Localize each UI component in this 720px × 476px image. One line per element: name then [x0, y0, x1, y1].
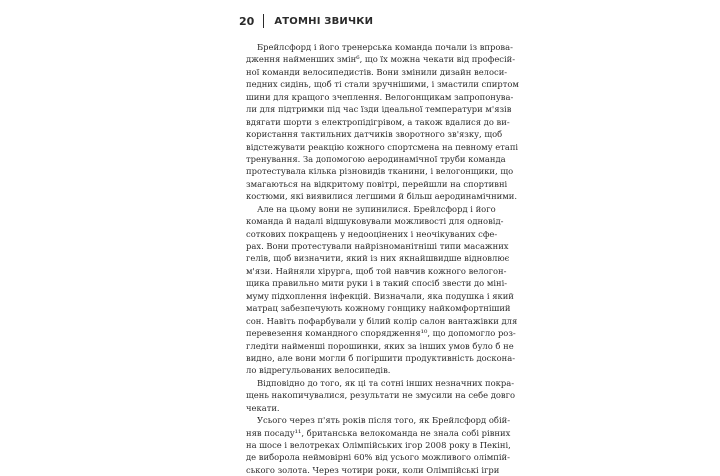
text-line: ло відрегульованих велосипедів.: [246, 365, 391, 376]
text-line: видно, але вони могли б погіршити продуктивність доскона-: [246, 352, 516, 363]
text-line: няв посаду¹¹, британська велокоманда не знала собі рівних: [246, 427, 511, 438]
text-line: чекати.: [246, 402, 280, 413]
page-number: 20: [239, 14, 255, 28]
text-line: користання тактильних датчиків зворотного зв'язку, щоб: [246, 129, 503, 140]
text-line: щика правильно мити руки і в такий спосіб звести до міні-: [246, 278, 508, 289]
text-line: педних сидінь, щоб ті стали зручнішими, і змастили спиртом: [246, 79, 519, 90]
body-text: [246, 41, 519, 476]
text-line: Але на цьому вони не зупинилися. Брейлсфорд і його: [257, 203, 496, 214]
text-line: де виборола неймовірні 60% від усього можливого олімпій-: [246, 452, 510, 463]
text-line: тренування. За допомогою аеродинамічної труби команда: [246, 153, 506, 164]
text-line: вдягати шорти з електропідігрівом, а також вдалися до ви-: [246, 116, 510, 127]
text-line: відстежувати реакцію кожного спортсмена на певному етапі: [246, 141, 519, 152]
text-line: на шосе і велотреках Олімпійських ігор 2008 року в Пекіні,: [246, 440, 511, 450]
page-header: [239, 12, 373, 30]
text-line: костюми, які виявилися легшими й більш аеродинамічними.: [246, 191, 517, 202]
text-line: перевезення командного спорядження¹⁰, що допомогло роз-: [246, 328, 516, 339]
text-line: шини для кращого зчеплення. Велогонщикам запропонува-: [246, 91, 514, 102]
text-line: ної команди велосипедистів. Вони змінили дизайн велоси-: [246, 66, 508, 77]
text-line: щень накопичувалися, результати не змусили на себе довго: [246, 390, 516, 401]
text-line: Усього через п'ять років після того, як Брейлсфорд обій-: [257, 415, 511, 426]
text-line: матрац забезпечують кожному гонщику найкомфортніший: [246, 303, 511, 314]
text-line: дження найменших змін⁶, що їх можна чекати від професій-: [246, 54, 516, 65]
header-divider: [263, 14, 264, 28]
text-line: протестувала кілька різновидів тканини, і велогонщики, що: [246, 166, 514, 177]
running-title: АТОМНІ ЗВИЧКИ: [274, 15, 374, 27]
text-line: гледіти найменші порошинки, яких за інших умов було б не: [246, 340, 514, 351]
text-line: гелів, щоб визначити, який із них якнайшвидше відновлює: [246, 253, 510, 264]
text-line: ського золота. Через чотири роки, коли Олімпійські ігри: [246, 464, 500, 475]
text-line: Відповідно до того, як ці та сотні інших незначних покра-: [257, 377, 515, 388]
text-line: команда й надалі відшуковували можливості для одновід-: [246, 216, 504, 227]
text-line: Брейлсфорд і його тренерська команда почали із впрова-: [257, 42, 513, 52]
text-line: м'язи. Найняли хірурга, щоб той навчив кожного велогон-: [246, 265, 507, 276]
text-line: ли для підтримки під час їзди ідеальної температури м'язів: [246, 104, 512, 115]
text-line: сон. Навіть пофарбували у білий колір салон вантажівки для: [246, 315, 518, 326]
text-line: змагаються на відкритому повітрі, перейшли на спортивні: [246, 178, 508, 189]
text-line: муму підхоплення інфекцій. Визначали, яка подушка і який: [246, 290, 514, 301]
text-line: соткових покращень у недооцінених і неочікуваних сфе-: [246, 228, 498, 239]
text-line: рах. Вони протестували найрізноманітніші типи масажних: [246, 241, 509, 251]
